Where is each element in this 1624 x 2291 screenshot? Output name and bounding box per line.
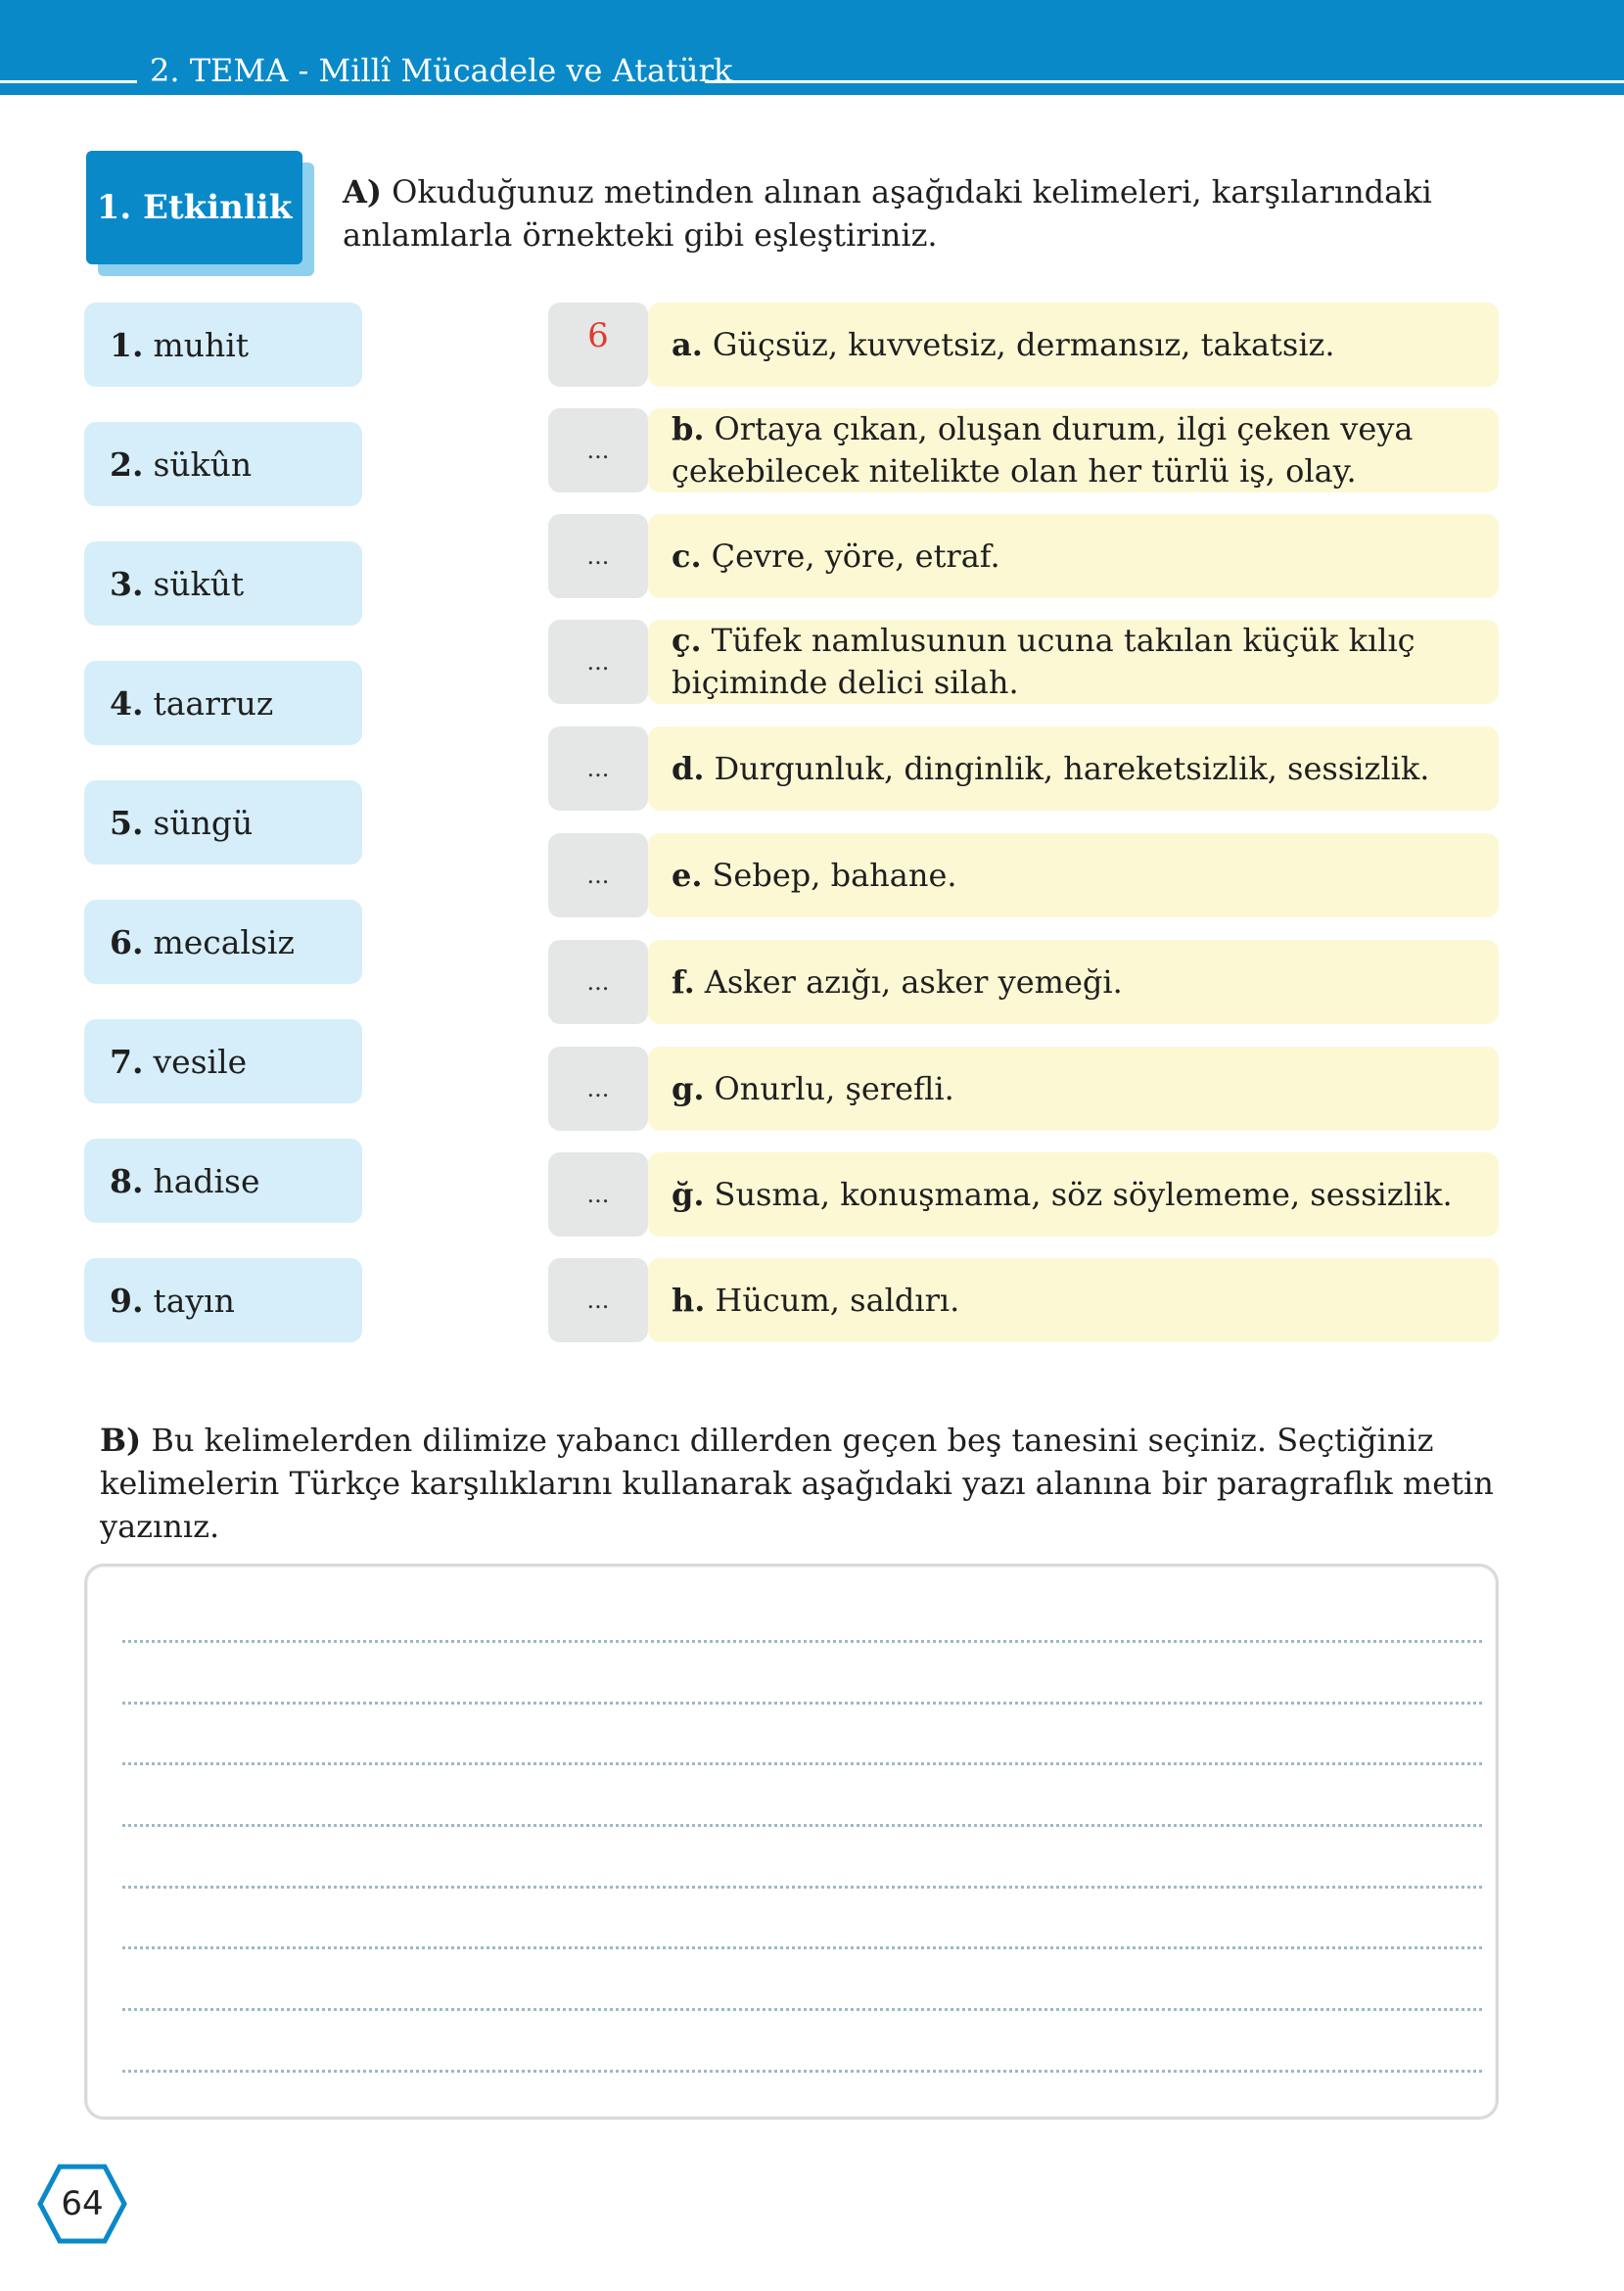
word-number: 2. <box>110 444 144 484</box>
definition-g-breve <box>648 1152 1499 1237</box>
word-number: 6. <box>110 922 144 961</box>
writing-line[interactable] <box>122 1762 1482 1765</box>
definition-text: Çevre, yöre, etraf. <box>711 537 1000 575</box>
definition-letter: a. <box>672 325 703 363</box>
header-rule-left <box>0 80 137 83</box>
answer-slot-h[interactable]: ... <box>548 1258 648 1342</box>
word-text: sükûn <box>153 444 253 484</box>
word-item <box>84 1139 362 1223</box>
definition-letter: h. <box>672 1281 706 1319</box>
part-a-instruction <box>343 170 1508 257</box>
definition-letter: b. <box>672 410 705 447</box>
writing-line[interactable] <box>122 1946 1482 1949</box>
writing-area[interactable] <box>84 1564 1499 2120</box>
answer-slot-d[interactable]: ... <box>548 726 648 811</box>
definition-text: Güçsüz, kuvvetsiz, dermansız, takatsiz. <box>712 325 1335 363</box>
definition-d <box>648 726 1499 811</box>
definition-e <box>648 833 1499 917</box>
part-b-label: B) <box>100 1422 142 1459</box>
word-number: 3. <box>110 564 144 603</box>
word-number: 8. <box>110 1161 144 1200</box>
writing-line[interactable] <box>122 1640 1482 1643</box>
definition-letter: f. <box>672 962 695 1001</box>
word-number: 5. <box>110 803 144 842</box>
activity-badge: 1. Etkinlik <box>86 151 302 264</box>
word-text: hadise <box>153 1161 260 1200</box>
definition-letter: d. <box>672 749 705 787</box>
word-text: vesile <box>153 1042 248 1081</box>
definition-h <box>648 1258 1499 1342</box>
definition-text: Ortaya çıkan, oluşan durum, ilgi çeken veya çekebilecek nitelikte olan her türlü iş, olay. <box>672 410 1414 490</box>
definition-text: Hücum, saldırı. <box>715 1281 960 1319</box>
word-number: 4. <box>110 683 144 723</box>
writing-line[interactable] <box>122 2070 1482 2073</box>
word-item <box>84 1258 362 1342</box>
definition-letter: ğ. <box>672 1175 705 1213</box>
word-text: sükût <box>153 564 245 603</box>
definition-c <box>648 514 1499 598</box>
answer-slot-a[interactable]: 6 <box>548 303 648 387</box>
definition-c-cedilla <box>648 620 1499 704</box>
part-a-text: Okuduğunuz metinden alınan aşağıdaki kelimeleri, karşılarındaki anlamlarla örnekteki gibi eşleştiriniz. <box>343 173 1432 254</box>
definition-letter: e. <box>672 856 703 894</box>
word-number: 7. <box>110 1042 144 1081</box>
writing-line[interactable] <box>122 1824 1482 1827</box>
writing-line[interactable] <box>122 2008 1482 2011</box>
definition-text: Tüfek namlusunun ucuna takılan küçük kılıç biçiminde delici silah. <box>672 622 1415 701</box>
definition-text: Susma, konuşmama, söz söylememe, sessizlik. <box>714 1175 1453 1213</box>
word-text: tayın <box>153 1281 235 1320</box>
definition-text: Sebep, bahane. <box>712 856 957 894</box>
header-rule-right <box>705 80 1624 83</box>
word-item <box>84 303 362 387</box>
word-text: süngü <box>153 803 254 842</box>
part-b-text: Bu kelimelerden dilimize yabancı dillerden geçen beş tanesini seçiniz. Seçtiğiniz kelimelerin Türkçe karşılıklarını kullanarak aşağıdaki yazı alanına bir paragraflık metin yazınız. <box>100 1422 1494 1545</box>
writing-line[interactable] <box>122 1886 1482 1889</box>
part-b-instruction <box>100 1419 1509 1548</box>
answer-slot-g[interactable]: ... <box>548 1047 648 1131</box>
word-text: mecalsiz <box>153 922 295 961</box>
page-number-badge <box>37 2164 127 2244</box>
definition-g <box>648 1047 1499 1131</box>
theme-title: 2. TEMA - Millî Mücadele ve Atatürk <box>150 52 733 89</box>
word-number: 9. <box>110 1281 144 1320</box>
word-item <box>84 900 362 984</box>
definition-a <box>648 303 1499 387</box>
answer-slot-e[interactable]: ... <box>548 833 648 917</box>
word-item <box>84 780 362 865</box>
answer-slot-f[interactable]: ... <box>548 940 648 1024</box>
page-number: 64 <box>61 2184 104 2223</box>
word-text: muhit <box>153 325 250 364</box>
definition-letter: c. <box>672 537 702 575</box>
definition-text: Asker azığı, asker yemeği. <box>704 962 1123 1001</box>
definition-letter: ç. <box>672 622 702 659</box>
part-a-label: A) <box>343 173 382 210</box>
definition-letter: g. <box>672 1069 705 1107</box>
definition-text: Onurlu, şerefli. <box>714 1069 954 1107</box>
answer-slot-g-breve[interactable]: ... <box>548 1152 648 1237</box>
word-item <box>84 422 362 506</box>
answer-slot-b[interactable]: ... <box>548 408 648 492</box>
word-item <box>84 661 362 745</box>
answer-slot-c[interactable]: ... <box>548 514 648 598</box>
word-number: 1. <box>110 325 144 364</box>
word-item <box>84 541 362 626</box>
writing-line[interactable] <box>122 1702 1482 1705</box>
definition-text: Durgunluk, dinginlik, hareketsizlik, sessizlik. <box>714 749 1430 787</box>
word-item <box>84 1019 362 1103</box>
answer-slot-c-cedilla[interactable]: ... <box>548 620 648 704</box>
definition-b <box>648 408 1499 492</box>
word-text: taarruz <box>153 683 274 723</box>
definition-f <box>648 940 1499 1024</box>
